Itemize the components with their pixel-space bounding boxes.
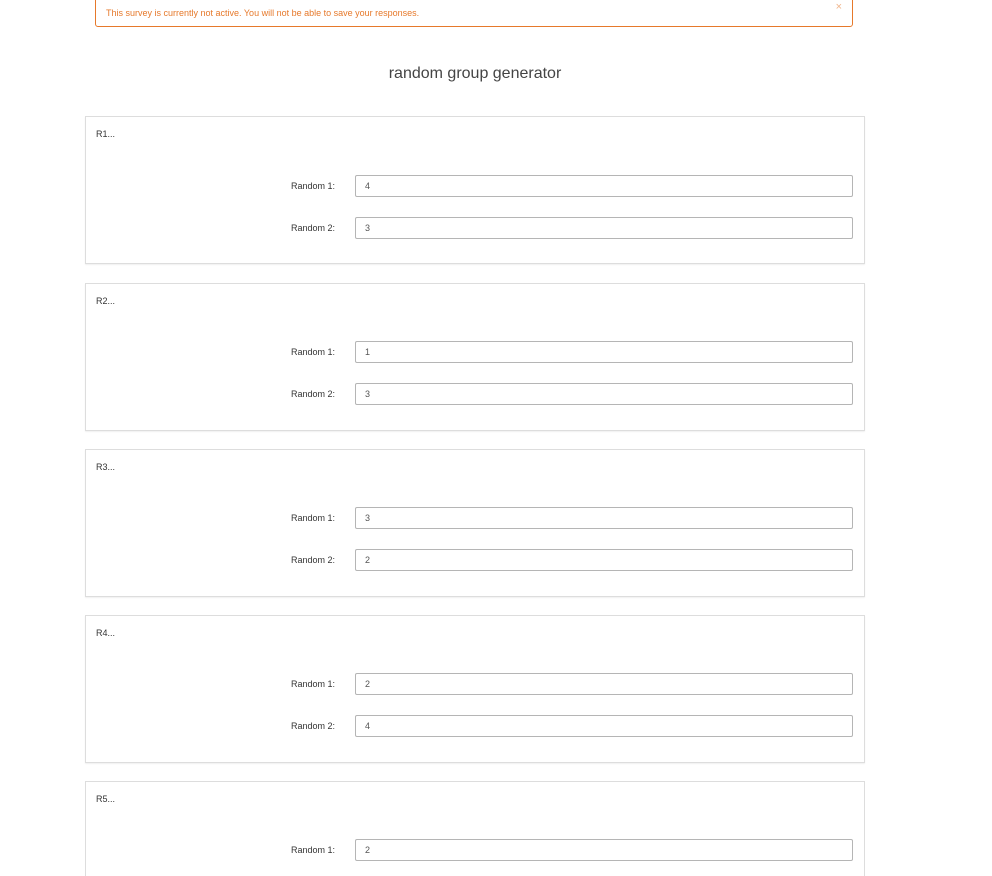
subquestion-label: Random 2: [290,555,335,565]
subquestion-label: Random 1: [290,845,335,855]
question-r1 [85,116,865,264]
question-label: R5... [96,794,116,804]
question-label: R3... [96,462,116,472]
subquestion-label: Random 2: [290,721,335,731]
question-r3 [85,449,865,597]
subquestion-row [86,507,864,529]
subquestion-row [86,383,864,405]
subquestion-row [86,217,864,239]
random-2-input[interactable] [355,549,853,571]
subquestion-label: Random 1: [290,347,335,357]
subquestion-row [86,175,864,197]
alert-message: This survey is currently not active. You will not be able to save your responses. [106,8,420,18]
random-1-input[interactable] [355,341,853,363]
survey-title: random group generator [388,65,562,82]
subquestion-row [86,715,864,737]
question-r4 [85,615,865,763]
subquestion-label: Random 1: [290,513,335,523]
subquestion-label: Random 2: [290,223,335,233]
subquestion-row [86,341,864,363]
random-2-input[interactable] [355,217,853,239]
random-1-input[interactable] [355,673,853,695]
inactive-survey-alert [95,0,853,27]
question-label: R4... [96,628,116,638]
subquestion-row [86,673,864,695]
subquestion-label: Random 1: [290,679,335,689]
random-2-input[interactable] [355,715,853,737]
random-1-input[interactable] [355,839,853,861]
close-icon[interactable]: × [835,1,842,13]
subquestion-row [86,839,864,861]
random-1-input[interactable] [355,507,853,529]
question-r5 [85,781,865,876]
question-label: R2... [96,296,116,306]
random-1-input[interactable] [355,175,853,197]
random-2-input[interactable] [355,383,853,405]
subquestion-row [86,549,864,571]
subquestion-label: Random 1: [290,181,335,191]
question-label: R1... [96,129,116,139]
subquestion-label: Random 2: [290,389,335,399]
question-r2 [85,283,865,431]
